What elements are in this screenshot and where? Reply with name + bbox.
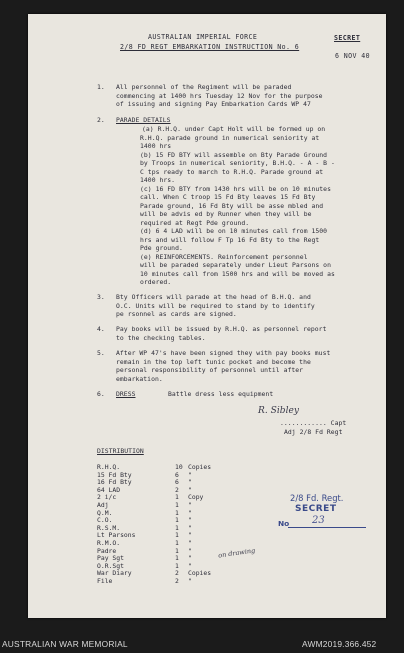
distribution-unit: R.H.Q. bbox=[97, 463, 121, 471]
distribution-qty: 1 bbox=[175, 546, 179, 555]
para-2c-line: (c) 16 FD BTY from 1430 hrs will be on 10 minutes bbox=[140, 184, 331, 193]
para-4-line: to the checking tables. bbox=[116, 333, 206, 342]
para-6-heading: DRESS bbox=[116, 390, 136, 398]
para-5-line: personal responsibility of personnel until after bbox=[116, 366, 304, 374]
distribution-note: " bbox=[188, 478, 192, 487]
signature-title: Adj 2/8 Fd Regt bbox=[284, 428, 343, 436]
distribution-qty: 6 bbox=[175, 470, 179, 479]
distribution-unit: R.S.M. bbox=[97, 523, 121, 532]
distribution-unit: File bbox=[97, 577, 113, 585]
distribution-qty: 1 bbox=[175, 554, 179, 563]
para-2d-line: Pde ground. bbox=[140, 244, 183, 252]
distribution-note: " bbox=[188, 561, 192, 570]
distribution-note: Copies bbox=[188, 569, 212, 578]
para-3-line: Bty Officers will parade at the head of B.H.Q. and bbox=[116, 293, 311, 301]
para-5-line: embarkation. bbox=[116, 374, 163, 383]
distribution-unit: Lt Parsons bbox=[97, 531, 136, 540]
para-2-number: 2. bbox=[97, 116, 105, 124]
para-2c-line: call. When C troop 15 Fd Bty leaves 15 Fd Bty bbox=[140, 193, 316, 201]
stamp-classification: SECRET bbox=[295, 504, 337, 514]
para-5-line: remain in the top left tunic pocket and become the bbox=[116, 357, 311, 366]
distribution-qty: 1 bbox=[175, 561, 179, 570]
para-3-line: pe rsonnel as cards are signed. bbox=[116, 310, 237, 318]
distribution-note: Copy bbox=[188, 493, 204, 502]
para-2b-line: by Troops in numerical seniority, B.H.Q. - A - B - bbox=[140, 159, 335, 167]
para-1-line: All personnel of the Regiment will be paraded bbox=[116, 83, 292, 91]
para-5-line: After WP 47's have been signed they with pay books must bbox=[116, 349, 331, 357]
para-2d-line: hrs and will follow F Tp 16 Fd Bty to the Regt bbox=[140, 235, 320, 244]
distribution-qty: 1 bbox=[175, 493, 179, 502]
distribution-unit: 16 Fd Bty bbox=[97, 478, 132, 487]
footer-credit: AUSTRALIAN WAR MEMORIAL bbox=[2, 639, 128, 649]
document-subtitle: 2/8 FD REGT EMBARKATION INSTRUCTION No. 6 bbox=[120, 43, 300, 51]
distribution-unit: R.M.O. bbox=[97, 539, 121, 547]
distribution-qty: 2 bbox=[175, 577, 179, 585]
distribution-note: " bbox=[188, 539, 192, 547]
para-5-number: 5. bbox=[97, 349, 105, 357]
distribution-qty: 1 bbox=[175, 508, 179, 517]
distribution-qty: 10 bbox=[175, 463, 183, 471]
para-2b-line: 1400 hrs. bbox=[140, 176, 176, 184]
para-2e-line: ordered. bbox=[140, 278, 172, 286]
distribution-note: " bbox=[188, 516, 192, 525]
distribution-qty: 1 bbox=[175, 523, 179, 532]
distribution-qty: 2 bbox=[175, 569, 179, 578]
distribution-qty: 1 bbox=[175, 539, 179, 547]
distribution-qty: 6 bbox=[175, 478, 179, 487]
para-2c-line: Parade ground, 16 Fd Bty will be asse mbled and bbox=[140, 201, 324, 210]
distribution-unit: 64 LAD bbox=[97, 485, 121, 494]
distribution-unit: C.O. bbox=[97, 516, 113, 525]
footer-accession: AWM2019.366.452 bbox=[302, 639, 377, 649]
para-6-number: 6. bbox=[97, 390, 105, 398]
para-2e-line: (e) REINFORCEMENTS. Reinforcement personnel bbox=[140, 252, 308, 261]
stamp-number-rule bbox=[288, 527, 366, 528]
para-6-text: Battle dress less equipment bbox=[168, 390, 274, 398]
stamp-number-label: No bbox=[278, 519, 290, 528]
distribution-unit: 2 i/c bbox=[97, 493, 117, 502]
para-2e-line: will be paraded separately under Lieut Parsons on bbox=[140, 261, 331, 269]
distribution-note: " bbox=[188, 546, 192, 555]
para-2a-line: 1400 hrs bbox=[140, 142, 172, 150]
stamp-unit: 2/8 Fd. Regt. bbox=[290, 493, 344, 503]
para-1-line: of issuing and signing Pay Embarkation Cards WP 47 bbox=[116, 100, 311, 108]
document-title: AUSTRALIAN IMPERIAL FORCE bbox=[148, 33, 258, 41]
para-2a-line: (a) R.H.Q. under Capt Holt will be formed up on bbox=[142, 125, 326, 133]
distribution-note: " bbox=[188, 554, 192, 563]
para-4-line: Pay books will be issued by R.H.Q. as personnel report bbox=[116, 325, 327, 333]
distribution-unit: 15 Fd Bty bbox=[97, 470, 132, 479]
para-2e-line: 10 minutes call from 1500 hrs and will be moved as bbox=[140, 269, 335, 278]
distribution-heading: DISTRIBUTION bbox=[97, 447, 144, 455]
para-2b-line: C tps ready to march to R.H.Q. Parade ground at bbox=[140, 167, 324, 176]
distribution-unit: O.R.Sgt bbox=[97, 561, 124, 570]
distribution-unit: War Diary bbox=[97, 569, 132, 578]
para-4-number: 4. bbox=[97, 325, 105, 333]
para-2-heading: PARADE DETAILS bbox=[116, 116, 171, 124]
distribution-scrawl: on drawing bbox=[217, 546, 256, 560]
para-2c-line: required at Regt Pde ground. bbox=[140, 218, 250, 227]
distribution-note: " bbox=[188, 470, 192, 479]
distribution-unit: Adj bbox=[97, 501, 109, 509]
classification-mark: SECRET bbox=[334, 34, 361, 42]
distribution-unit: Q.M. bbox=[97, 508, 113, 517]
distribution-note: " bbox=[188, 485, 192, 494]
signature-scrawl: R. Sibley bbox=[258, 406, 300, 416]
distribution-qty: 1 bbox=[175, 531, 179, 540]
document-page bbox=[28, 14, 386, 618]
distribution-qty: 2 bbox=[175, 485, 179, 494]
para-3-number: 3. bbox=[97, 293, 105, 301]
distribution-note: " bbox=[188, 501, 192, 509]
distribution-qty: 1 bbox=[175, 501, 179, 509]
distribution-note: " bbox=[188, 577, 192, 585]
para-2d-line: (d) 6 4 LAD will be on 10 minutes call from 1500 bbox=[140, 227, 328, 235]
signature-line: ............ Capt bbox=[280, 419, 347, 427]
para-3-line: O.C. Units will be required to stand by to identify bbox=[116, 301, 315, 310]
para-1-line: commencing at 1400 hrs Tuesday 12 Nov for the purpose bbox=[116, 91, 323, 100]
para-2b-line: (b) 15 FD BTY will assemble on Bty Parade Ground bbox=[140, 150, 328, 159]
stamp-number-value: 23 bbox=[312, 515, 325, 526]
secret-stamp bbox=[278, 491, 396, 537]
para-2c-line: will be advis ed by Runner when they will be bbox=[140, 210, 312, 218]
para-1-number: 1. bbox=[97, 83, 105, 91]
distribution-unit: Pay Sgt bbox=[97, 554, 124, 563]
distribution-note: " bbox=[188, 531, 192, 540]
distribution-note: " bbox=[188, 523, 192, 532]
distribution-note: Copies bbox=[188, 463, 212, 471]
document-date: 6 NOV 40 bbox=[335, 52, 370, 60]
para-2a-line: R.H.Q. parade ground in numerical seniority at bbox=[140, 133, 320, 142]
distribution-note: " bbox=[188, 508, 192, 517]
distribution-unit: Padre bbox=[97, 546, 117, 555]
distribution-qty: 1 bbox=[175, 516, 179, 525]
